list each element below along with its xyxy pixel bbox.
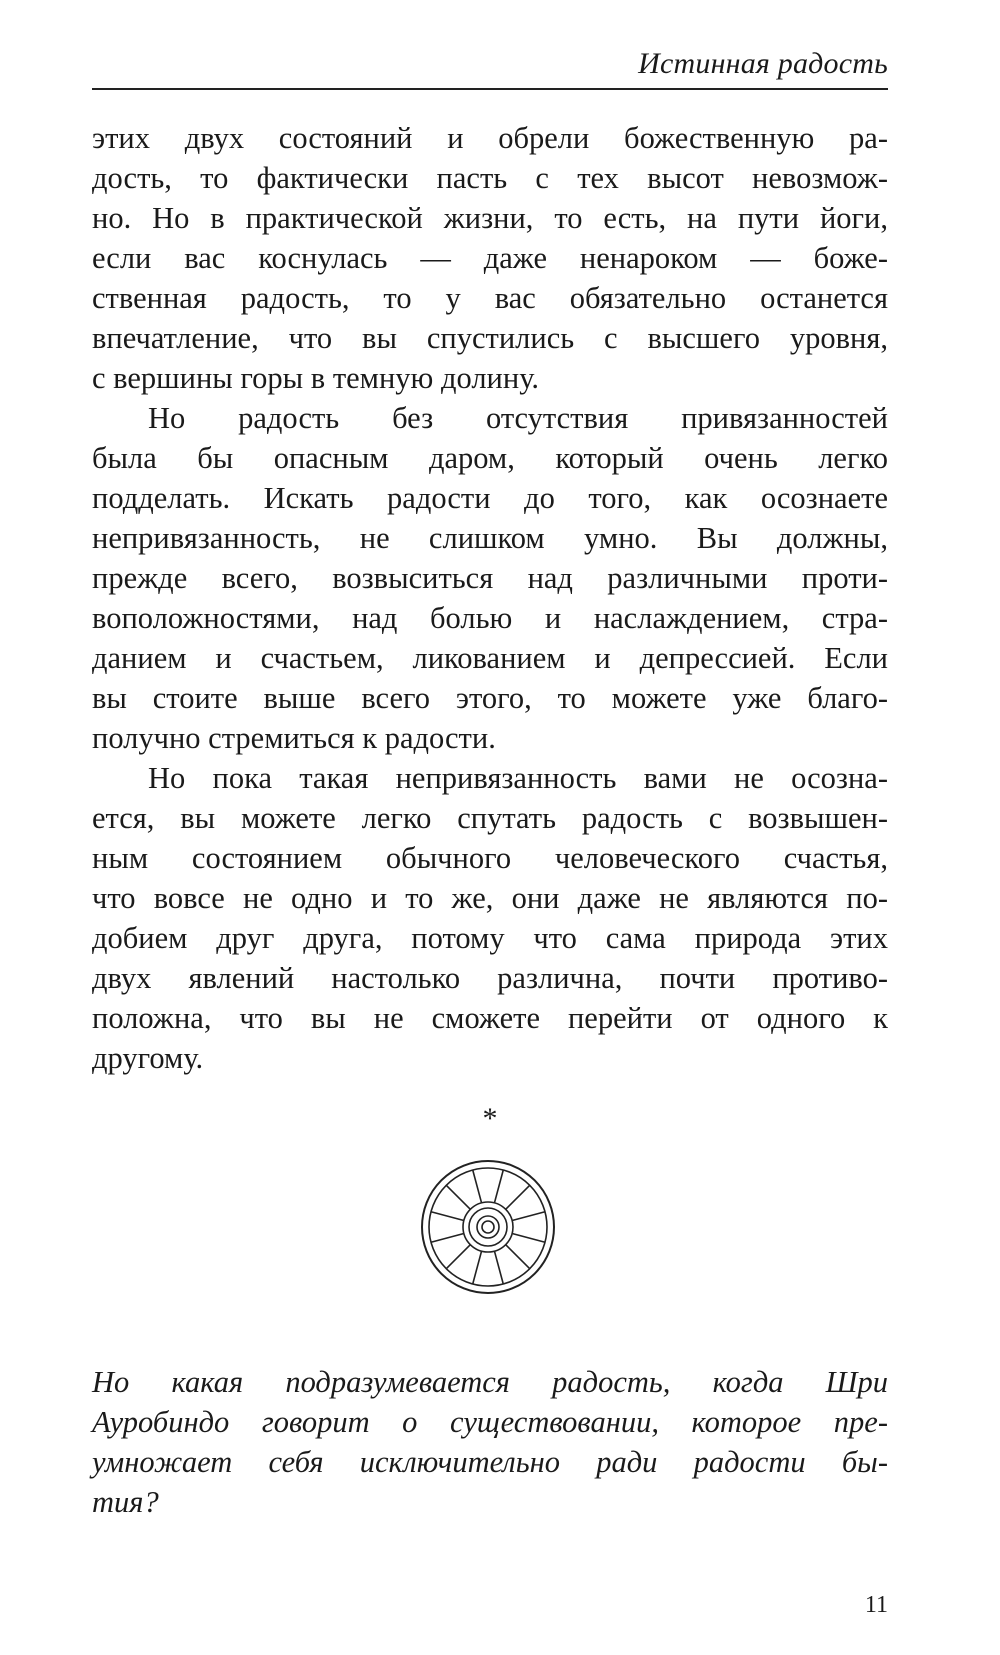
- wheel-spoke: [512, 1233, 545, 1242]
- wheel-spoke: [446, 1185, 470, 1209]
- closing-question: [92, 1362, 888, 1522]
- paragraph-1-line: если вас коснулась — даже ненароком — боже-: [92, 241, 888, 275]
- paragraph-1-line: ственная радость, то у вас обязательно останется: [92, 281, 888, 315]
- paragraph-3-line: ным состоянием обычного человеческого счастья,: [92, 841, 888, 875]
- wheel-spoke: [473, 1251, 482, 1284]
- question-line: тия?: [92, 1485, 159, 1519]
- question-line: умножает себя исключительно ради радости бы-: [92, 1445, 888, 1479]
- paragraph-2-line: вы стоите выше всего этого, то можете уже благо-: [92, 681, 888, 715]
- paragraph-1-line: но. Но в практической жизни, то есть, на пути йоги,: [92, 201, 888, 235]
- wheel-ornament-icon: [418, 1157, 558, 1297]
- section-break-asterisk: *: [482, 1102, 498, 1135]
- paragraph-1-line: этих двух состояний и обрели божественную ра-: [92, 121, 888, 155]
- page-number: 11: [864, 1592, 888, 1618]
- paragraph-3-line: ется, вы можете легко спутать радость с возвышен-: [92, 801, 888, 835]
- paragraph-2-line: получно стремиться к радости.: [92, 721, 496, 755]
- wheel-spoke: [473, 1170, 482, 1203]
- paragraph-2-line: непривязанность, не слишком умно. Вы должны,: [92, 521, 888, 555]
- wheel-spoke: [446, 1245, 470, 1269]
- paragraph-2-line: Но радость без отсутствия привязанностей: [148, 401, 888, 435]
- paragraph-1-line: с вершины горы в темную долину.: [92, 361, 540, 395]
- paragraph-3-line: положна, что вы не сможете перейти от одного к: [92, 1001, 888, 1035]
- running-head: Истинная радость: [638, 47, 888, 80]
- paragraph-3-line: добием друг друга, потому что сама природа этих: [92, 921, 888, 955]
- wheel-spoke: [494, 1251, 503, 1284]
- body-text: [92, 118, 888, 1078]
- paragraph-1-line: дость, то фактически пасть с тех высот невозмож-: [92, 161, 888, 195]
- paragraph-2-line: подделать. Искать радости до того, как осознаете: [92, 481, 888, 515]
- wheel-spoke: [506, 1185, 530, 1209]
- question-line: Ауробиндо говорит о существовании, которое пре-: [92, 1405, 888, 1439]
- paragraph-3-line: что вовсе не одно и то же, они даже не являются по-: [92, 881, 888, 915]
- paragraph-3-line: другому.: [92, 1041, 204, 1075]
- paragraph-3-line: Но пока такая непривязанность вами не осозна-: [148, 761, 888, 795]
- wheel-spoke: [512, 1212, 545, 1221]
- paragraph-2-line: прежде всего, возвыситься над различными проти-: [92, 561, 888, 595]
- paragraph-1-line: впечатление, что вы спустились с высшего уровня,: [92, 321, 888, 355]
- header-rule: [92, 88, 888, 90]
- question-line: Но какая подразумевается радость, когда Шри: [92, 1365, 888, 1399]
- paragraph-2-line: была бы опасным даром, который очень легко: [92, 441, 888, 475]
- paragraph-2-line: данием и счастьем, ликованием и депрессией. Если: [92, 641, 888, 675]
- wheel-spoke: [506, 1245, 530, 1269]
- wheel-spoke: [431, 1233, 464, 1242]
- wheel-spoke: [494, 1170, 503, 1203]
- paragraph-2-line: воположностями, над болью и наслаждением, стра-: [92, 601, 888, 635]
- paragraph-3-line: двух явлений настолько различна, почти противо-: [92, 961, 888, 995]
- wheel-spoke: [431, 1212, 464, 1221]
